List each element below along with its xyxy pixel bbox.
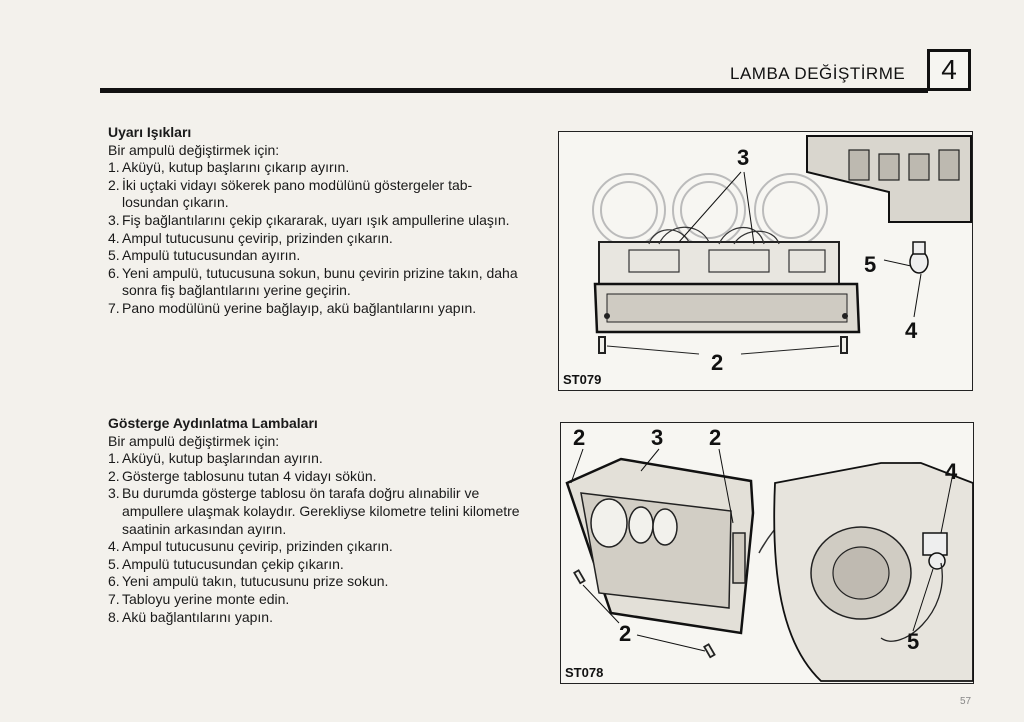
figure-st078-illustration <box>561 423 975 685</box>
section-intro: Bir ampulü değiştirmek için: <box>108 432 280 449</box>
step-item <box>108 556 528 574</box>
section-warning-lights <box>108 124 528 318</box>
callout-label: 2 <box>709 425 722 450</box>
step-text: Fiş bağlantılarını çekip çıkararak, uyarı ışık ampullerine ulaşın. <box>122 211 510 228</box>
section-intro: Bir ampulü değiştirmek için: <box>108 141 280 158</box>
step-text: Ampul tutucusunu çevirip, prizinden çıkarın. <box>122 229 393 246</box>
step-item <box>108 212 528 230</box>
step-number: 6. <box>108 573 120 590</box>
step-list <box>108 450 528 626</box>
step-text: Pano modülünü yerine bağlayıp, akü bağlantılarını yapın. <box>122 299 477 316</box>
figure-st079 <box>558 131 973 391</box>
step-item <box>108 538 528 556</box>
step-number: 2. <box>108 467 120 484</box>
page-number: 57 <box>960 696 972 707</box>
figure-code: ST078 <box>565 665 604 680</box>
step-item <box>108 591 528 609</box>
callout-label: 3 <box>651 425 664 450</box>
step-item <box>108 573 528 591</box>
step-number: 4. <box>108 229 120 246</box>
step-item <box>108 485 528 538</box>
section-instrument-lights <box>108 415 528 626</box>
callout-label: 4 <box>945 459 958 484</box>
step-number: 4. <box>108 538 120 555</box>
step-number: 2. <box>108 176 120 193</box>
step-text: Yeni ampulü, tutucusuna sokun, bunu çevirin prizine takın, daha sonra fiş bağlantılarını yerine geçirin. <box>122 264 518 299</box>
chapter-title: LAMBA DEĞİŞTİRME <box>730 64 906 83</box>
step-text: Akü bağlantılarını yapın. <box>122 608 273 625</box>
step-number: 1. <box>108 450 120 467</box>
step-number: 7. <box>108 299 120 316</box>
figure-st078 <box>560 422 974 684</box>
callout-label: 5 <box>907 629 920 654</box>
step-text: Aküyü, kutup başlarından ayırın. <box>122 450 323 467</box>
chapter-number: 4 <box>941 54 957 85</box>
step-item <box>108 265 528 300</box>
step-list <box>108 159 528 317</box>
chapter-number-box <box>927 49 971 91</box>
step-item <box>108 468 528 486</box>
callout-label: 2 <box>711 350 724 375</box>
callout-label: 4 <box>905 318 918 343</box>
step-number: 1. <box>108 159 120 176</box>
figure-code: ST079 <box>563 372 602 387</box>
step-item <box>108 300 528 318</box>
callout-label: 3 <box>737 145 750 170</box>
step-number: 7. <box>108 590 120 607</box>
step-text: İki uçtaki vidayı sökerek pano modülünü göstergeler tab-losundan çıkarın. <box>122 176 473 211</box>
step-item <box>108 450 528 468</box>
step-item <box>108 177 528 212</box>
step-number: 5. <box>108 555 120 572</box>
section-heading: Uyarı Işıkları <box>108 124 192 140</box>
step-item <box>108 159 528 177</box>
step-text: Ampul tutucusunu çevirip, prizinden çıkarın. <box>122 538 393 555</box>
section-heading: Gösterge Aydınlatma Lambaları <box>108 415 318 431</box>
figure-st079-illustration <box>559 132 974 392</box>
callout-label: 2 <box>619 621 632 646</box>
step-number: 3. <box>108 485 120 502</box>
step-number: 6. <box>108 264 120 281</box>
step-number: 5. <box>108 247 120 264</box>
step-text: Bu durumda gösterge tablosu ön tarafa doğru alınabilir ve ampullere ulaşmak kolaydır. Gerekliyse kilometre telini kilometre saatinin arkasından ayırın. <box>122 485 520 537</box>
callout-label: 5 <box>864 252 877 277</box>
step-item <box>108 247 528 265</box>
step-text: Tabloyu yerine monte edin. <box>122 590 290 607</box>
step-number: 3. <box>108 211 120 228</box>
step-text: Yeni ampulü takın, tutucusunu prize sokun. <box>122 573 389 590</box>
header-rule <box>100 88 928 93</box>
step-text: Gösterge tablosunu tutan 4 vidayı sökün. <box>122 467 377 484</box>
callout-label: 2 <box>573 425 586 450</box>
step-number: 8. <box>108 608 120 625</box>
step-text: Ampulü tutucusundan çekip çıkarın. <box>122 555 344 572</box>
step-text: Aküyü, kutup başlarını çıkarıp ayırın. <box>122 159 350 176</box>
step-item <box>108 230 528 248</box>
step-text: Ampulü tutucusundan ayırın. <box>122 247 301 264</box>
step-item <box>108 609 528 627</box>
